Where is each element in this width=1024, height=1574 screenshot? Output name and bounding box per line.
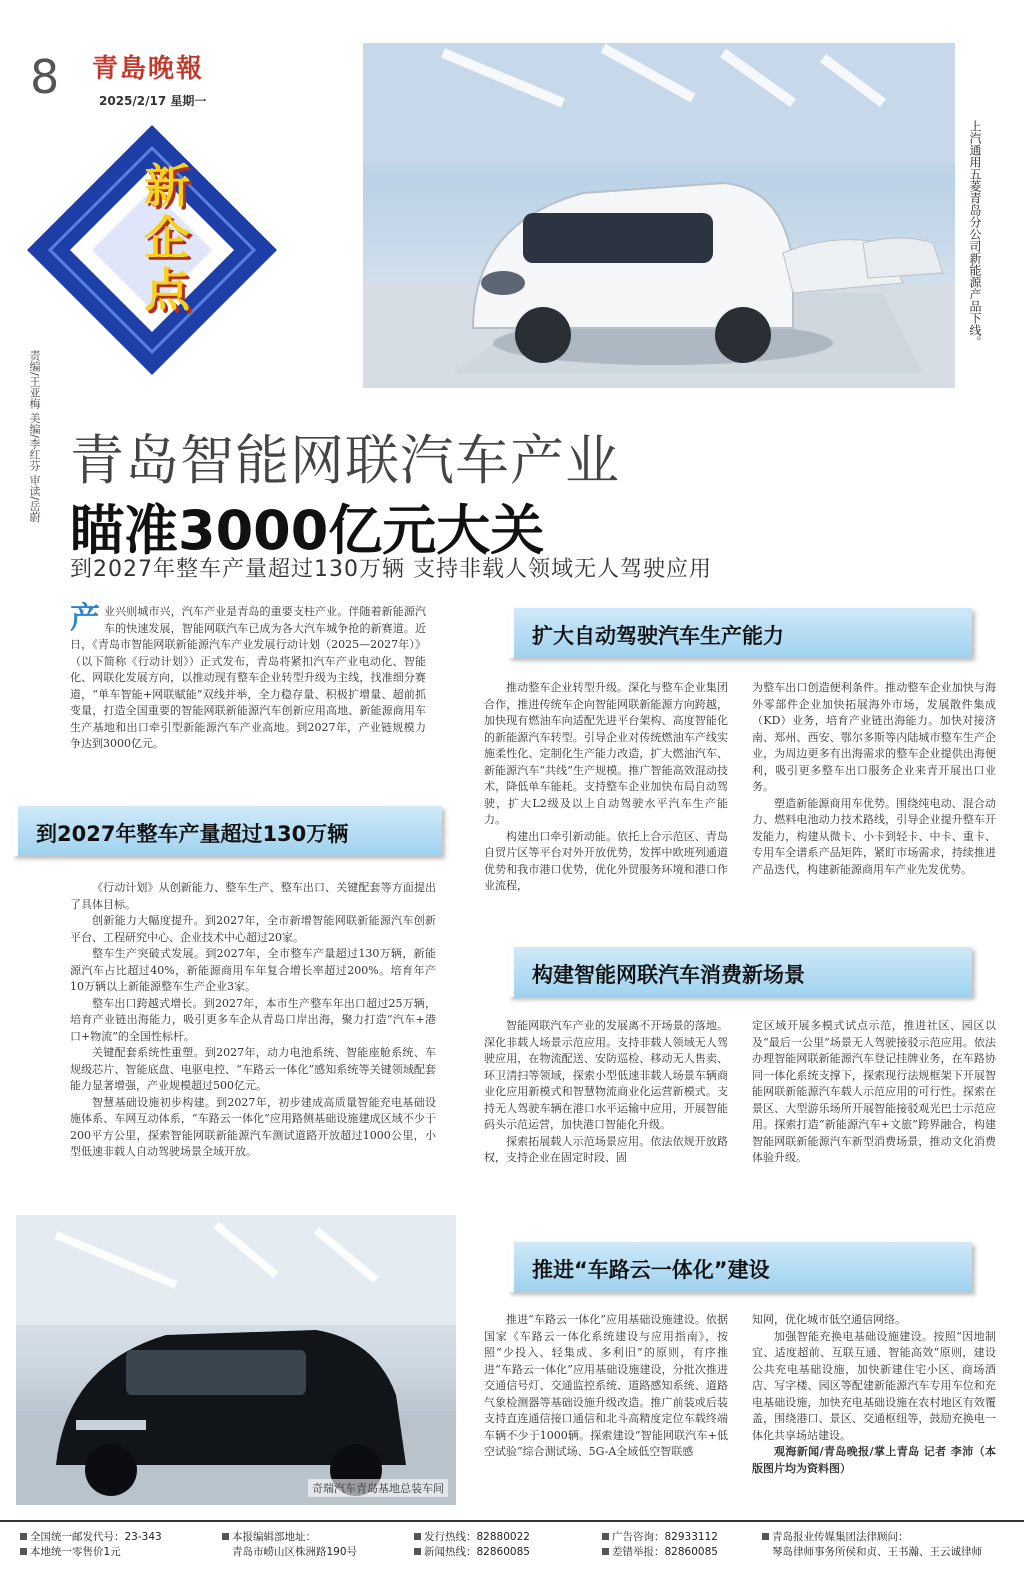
paragraph: 加强智能充换电基础设施建设。按照“因地制宜、适度超前、互联互通、智能高效”原则，建设公共充电基础设施，加快新建住宅小区、商场酒店、写字楼、园区等配建新能源汽车专用车位和充电基础设施，加快充电基础设施在农村地区有效覆盖，围绕港口、景区、交通枢纽等，鼓励充换电一体化共享场站建设。 (752, 1329, 996, 1442)
editor-credits: 责编/王亚梅 美编/李红芬 审读/岳蔚 (28, 350, 41, 523)
section1-column-a (484, 680, 728, 895)
factory-car-illustration (16, 1215, 456, 1505)
paragraph: 为整车出口创造便利条件。推动整车企业加快与海外零部件企业加快拓展海外市场，发展散件集成（KD）业务，培育产业链出海能力。加快对接济南、郑州、西安、鄂尔多斯等内陆城市整车生产企业，为周边更多有出海需求的整车企业提供出海便利，吸引更多整车出口服务企业来青开展出口业务。 (752, 681, 996, 793)
assembly-line-illustration (363, 43, 955, 388)
paragraph: 知网，优化城市低空通信网络。 (752, 1313, 906, 1326)
section-bar-3 (508, 1242, 972, 1292)
section-bar-1 (508, 608, 972, 658)
paragraph: 探索拓展载人示范场景应用。依法依规开放路权，支持企业在固定时段、固 (484, 1134, 728, 1164)
paragraph: 智能网联汽车产业的发展离不开场景的落地。深化非载人场景示范应用。支持非载人领域无人驾驶应用，在物流配送、安防巡检、移动无人售卖、环卫清扫等领域，探索小型低速非载人场景车辆商业化应用新模式和智慧物流商业化运营新模式。支持无人驾驶车辆在港口水平运输中应用，开展智能码头示范运营，加快港口智能化升级。 (484, 1019, 728, 1131)
lead-paragraph (70, 601, 426, 753)
section-title-1: 扩大自动驾驶汽车生产能力 (532, 624, 784, 648)
section3-column-a (484, 1312, 728, 1461)
headline-subtitle: 到2027年整车产量超过130万辆 支持非载人领域无人驾驶应用 (70, 557, 712, 582)
headline-line1: 青岛智能网联汽车产业 (70, 429, 620, 492)
top-photo-caption: 上汽通用五菱青岛分公司新能源产品下线。 (968, 120, 982, 348)
footer-text: 青岛市崂山区株洲路190号 (232, 1546, 358, 1558)
article-byline: 观海新闻/青岛晚报/掌上青岛 记者 李沛（本版图片均为资料图） (752, 1445, 996, 1475)
footer-text: 琴岛律师事务所侯和贞、王书瀚、王云诚律师 (772, 1546, 982, 1558)
paragraph: 定区域开展多模式试点示范，推进社区、园区以及“最后一公里”场景无人驾驶接驳示范应用。依法办理智能网联新能源汽车登记挂牌业务，在车路协同一体化系统支撑下，探索现行法规框架下开展智能网联新能源汽车载人示范应用的可行性。探索在景区、大型游乐场所开展智能接驳观光巴士示范应用。探索打造“新能源汽车+文旅”跨界融合，构建智能网联新能源汽车新型消费场景，推动文化消费体验升级。 (752, 1019, 996, 1164)
lead-text: 业兴则城市兴，汽车产业是青岛的重要支柱产业。伴随着新能源汽车的快速发展，智能网联汽车已成为各大汽车城争抢的新赛道。近日，《青岛市智能网联新能源汽车产业发展行动计划（2025—2027年）》（以下简称《行动计划》）正式发布，青岛将紧扣汽车产业电动化、智能化、网联化发展方向，以推动现有整车企业转型升级为主线，找准细分赛道，“单车智能+网联赋能”双线并举，全力稳存量、积极扩增量、超前抓变量，打造全国重要的智能网联新能源汽车创新应用高地、新能源商用车生产基地和出口牵引型新能源汽车产业高地。到2027年，产业链规模力争达到3000亿元。 (70, 605, 426, 750)
page-number: 8 (30, 50, 60, 104)
section-bar-2 (508, 947, 972, 997)
footer-text: 发行热线：82880022 (424, 1531, 530, 1543)
headline-line2: 瞄准3000亿元大关 (70, 499, 545, 562)
footer-cell (20, 1530, 162, 1560)
issue-date: 2025/2/17 星期一 (99, 94, 207, 108)
badge-title (122, 160, 212, 316)
badge-char: 点 (144, 263, 190, 317)
paragraph: 关键配套系统性重塑。到2027年，动力电池系统、智能座舱系统、车规级芯片、智能底盘、电驱电控、“车路云一体化”感知系统等关键领域配套能力显著增强，产业规模超过500亿元。 (70, 1046, 436, 1092)
footer-cell (414, 1530, 530, 1560)
section1-column-b (752, 680, 996, 878)
paragraph: 推动整车企业转型升级。深化与整车企业集团合作，推进传统车企向智能网联新能源方向跨越，加快现有燃油车向适配先进平台架构、高度智能化的新能源汽车转型。引导企业对传统燃油车产线实施柔性化、定制化生产能力改造，扩大燃油汽车、新能源汽车“共线”生产规模。推广智能高效混动技术，降低单车能耗。支持整车企业加快布局自动驾驶，扩大L2级及以上自动驾驶水平汽车生产能力。 (484, 681, 728, 826)
footer-text: 青岛报业传媒集团法律顾问： (772, 1531, 909, 1543)
top-photo (363, 43, 955, 388)
footer-cell (602, 1530, 718, 1560)
section-title-3: 推进“车路云一体化”建设 (532, 1258, 770, 1282)
left-column-body (70, 880, 436, 1161)
paragraph: 构建出口牵引新动能。依托上合示范区、青岛自贸片区等平台对外开放优势，发挥中欧班列通道优势和我市港口优势，优化外贸服务环境和港口作业流程， (484, 829, 728, 892)
footer-text: 差错举报：82860085 (612, 1546, 718, 1558)
paragraph: 智慧基础设施初步构建。到2027年，初步建成高质量智能充电基础设施体系、车网互动体系，“车路云一体化”应用路侧基础设施建成区域不少于200平方公里，探索智能网联新能源汽车测试道路开放超过1000公里，小型低速非载人自动驾驶场景全域开放。 (70, 1095, 436, 1158)
footer-cell (222, 1530, 357, 1560)
bottom-photo-caption: 奇瑞汽车青岛基地总装车间 (308, 1479, 448, 1497)
section2-column-a (484, 1018, 728, 1167)
footer-text: 本地统一零售价1元 (30, 1546, 121, 1558)
section-bar-left (12, 806, 442, 856)
paragraph: 创新能力大幅度提升。到2027年，全市新增智能网联新能源汽车创新平台、工程研究中心、企业技术中心超过20家。 (70, 914, 436, 944)
section3-column-b (752, 1312, 996, 1477)
section2-column-b (752, 1018, 996, 1167)
paragraph: 《行动计划》从创新能力、整车生产、整车出口、关键配套等方面提出了具体目标。 (70, 881, 436, 911)
badge-char: 新 (144, 159, 190, 213)
footer-text: 本报编辑部地址： (232, 1531, 316, 1543)
column-badge (22, 120, 282, 380)
paragraph: 整车出口跨越式增长。到2027年，本市生产整车年出口超过25万辆，培育产业链出海能力，吸引更多车企从青岛口岸出海，聚力打造“汽车+港口+物流”的全国性标杆。 (70, 996, 436, 1043)
footer-text: 新闻热线：82860085 (424, 1546, 530, 1558)
footer-cell (762, 1530, 1020, 1560)
footer-text: 广告咨询：82933112 (612, 1531, 718, 1543)
footer-text: 全国统一邮发代号：23-343 (30, 1531, 162, 1543)
drop-cap: 产 (70, 601, 100, 636)
page-footer (0, 1520, 1024, 1574)
paragraph: 塑造新能源商用车优势。围绕纯电动、混合动力、燃料电池动力技术路线，引导企业提升整车开发能力，构建从微卡、小卡到轻卡、中卡、重卡、专用车全谱系产品矩阵，紧盯市场需求，持续推进产品迭代，构建新能源商用车产业先发优势。 (752, 796, 996, 876)
badge-char: 企 (144, 211, 190, 265)
newspaper-name: 青島晚報 (92, 54, 205, 84)
section-title-left: 到2027年整车产量超过130万辆 (36, 822, 349, 846)
paragraph: 整车生产突破式发展。到2027年，全市整车产量超过130万辆，新能源汽车占比超过40%，新能源商用车年复合增长率超过200%。培育年产10万辆以上新能源整车生产企业3家。 (70, 947, 436, 993)
paragraph: 推进“车路云一体化”应用基础设施建设。依据国家《车路云一体化系统建设与应用指南》，按照“少投入、轻集成、多利旧”的原则，有序推进“车路云一体化”应用基础设施建设，分批次推进交通信号灯、交通监控系统、道路感知系统、道路气象检测器等基础设施升级改造。推广前装或后装支持直连通信接口通信和北斗高精度定位车载终端车辆不少于1000辆。探索建设“智能网联汽车+低空试验”综合测试场、5G-A全域低空智联感 (484, 1313, 728, 1458)
bottom-photo (16, 1215, 456, 1505)
section-title-2: 构建智能网联汽车消费新场景 (532, 963, 805, 987)
